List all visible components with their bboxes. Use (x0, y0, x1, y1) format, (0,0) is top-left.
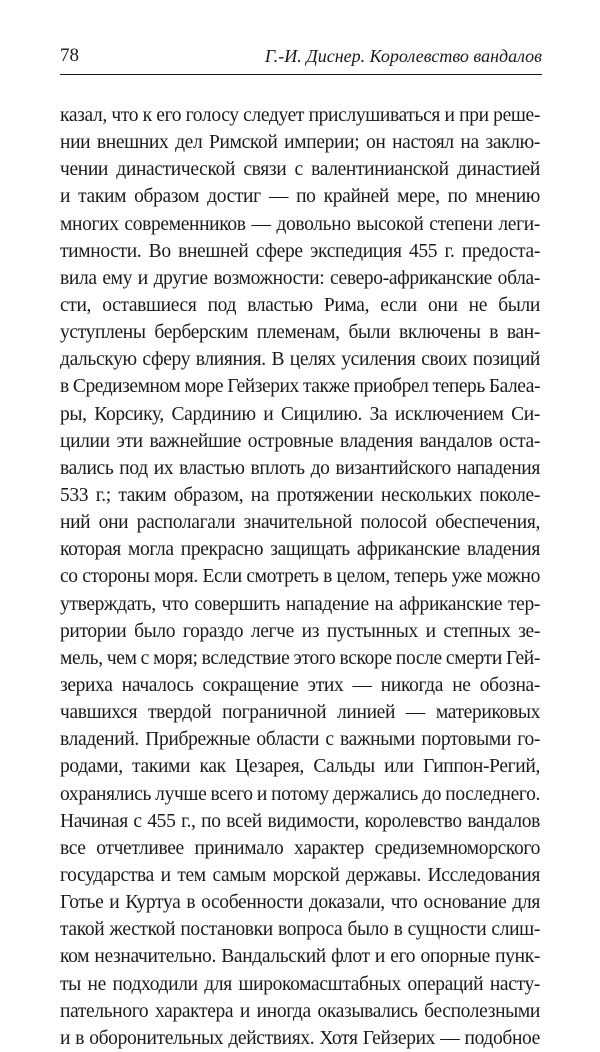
text-line: Начиная с 455 г., по всей видимости, королевство вандалов (60, 810, 540, 832)
text-line: со стороны моря. Если смотреть в целом, теперь уже можно (60, 566, 540, 588)
text-line: цилии эти важнейшие островные владения вандалов оста- (60, 430, 540, 452)
text-line: Готье и Куртуа в особенности доказали, что основание для (60, 892, 540, 914)
text-line: казал, что к его голосу следует прислушиваться и при реше- (60, 105, 540, 126)
text-line: ком незначительно. Вандальский флот и его опорные пунк- (60, 946, 540, 968)
text-line: ры, Корсику, Сардинию и Сицилию. За исключением Си- (60, 403, 540, 425)
text-line: ты не подходили для широкомасштабных операций насту- (60, 973, 540, 995)
body-text (60, 102, 540, 1052)
text-line: которая могла прекрасно защищать африканские владения (60, 539, 540, 561)
running-title: Г.-И. Диснер. Королевство вандалов (264, 46, 542, 66)
text-line: дальскую сферу влияния. В целях усиления своих позиций (60, 349, 540, 371)
text-line: пательного характера и иногда оказывались бесполезными (60, 1000, 540, 1022)
text-line: и в оборонительных действиях. Хотя Гейзерих — подобное (60, 1027, 540, 1049)
text-line: нии внешних дел Римской империи; он настоял на заклю- (60, 132, 540, 154)
text-line: тимности. Во внешней сфере экспедиция 455 г. предоста- (60, 240, 540, 262)
text-line: ний они располагали значительной полосой обеспечения, (60, 512, 540, 534)
page-number: 78 (60, 45, 79, 66)
text-line: чавшихся твердой пограничной линией — материковых (60, 702, 540, 724)
text-line: чении династической связи с валентинианской династией (60, 159, 540, 181)
text-line: утверждать, что совершить нападение на африканские тер- (60, 593, 540, 615)
running-head (60, 44, 542, 72)
text-line: все отчетливее принимало характер средиземноморского (60, 837, 540, 859)
text-line: уступлены берберским племенам, были включены в ван- (60, 322, 540, 344)
text-line: в Средиземном море Гейзерих также приобрел теперь Балеа- (60, 376, 540, 398)
text-line: мель, чем с моря; вследствие этого вскоре после смерти Гей- (60, 647, 540, 669)
text-line: ритории было гораздо легче из пустынных и степных зе- (60, 620, 540, 642)
text-line: и таким образом достиг — по крайней мере, по мнению (60, 186, 540, 208)
header-rule (60, 74, 542, 75)
text-line: вила ему и другие возможности: северо-африканские обла- (60, 267, 540, 289)
text-line: государства и тем самым морской державы. Исследования (60, 864, 540, 886)
text-line: зериха началось сокращение этих — никогда не обозна- (60, 674, 540, 696)
text-line: охранялись лучше всего и потому держались до последнего. (60, 783, 540, 805)
text-line: такой жесткой постановки вопроса было в сущности слиш- (60, 919, 540, 941)
text-line: родами, такими как Цезарея, Сальды или Гиппон-Регий, (60, 756, 540, 778)
text-line: многих современников — довольно высокой степени леги- (60, 213, 540, 235)
text-line: 533 г.; таким образом, на протяжении нескольких поколе- (60, 484, 540, 506)
text-line: вались под их властью вплоть до византийского нападения (60, 457, 540, 479)
text-line: владений. Прибрежные области с важными портовыми го- (60, 729, 540, 751)
text-line: сти, оставшиеся под властью Рима, если они не были (60, 294, 540, 316)
